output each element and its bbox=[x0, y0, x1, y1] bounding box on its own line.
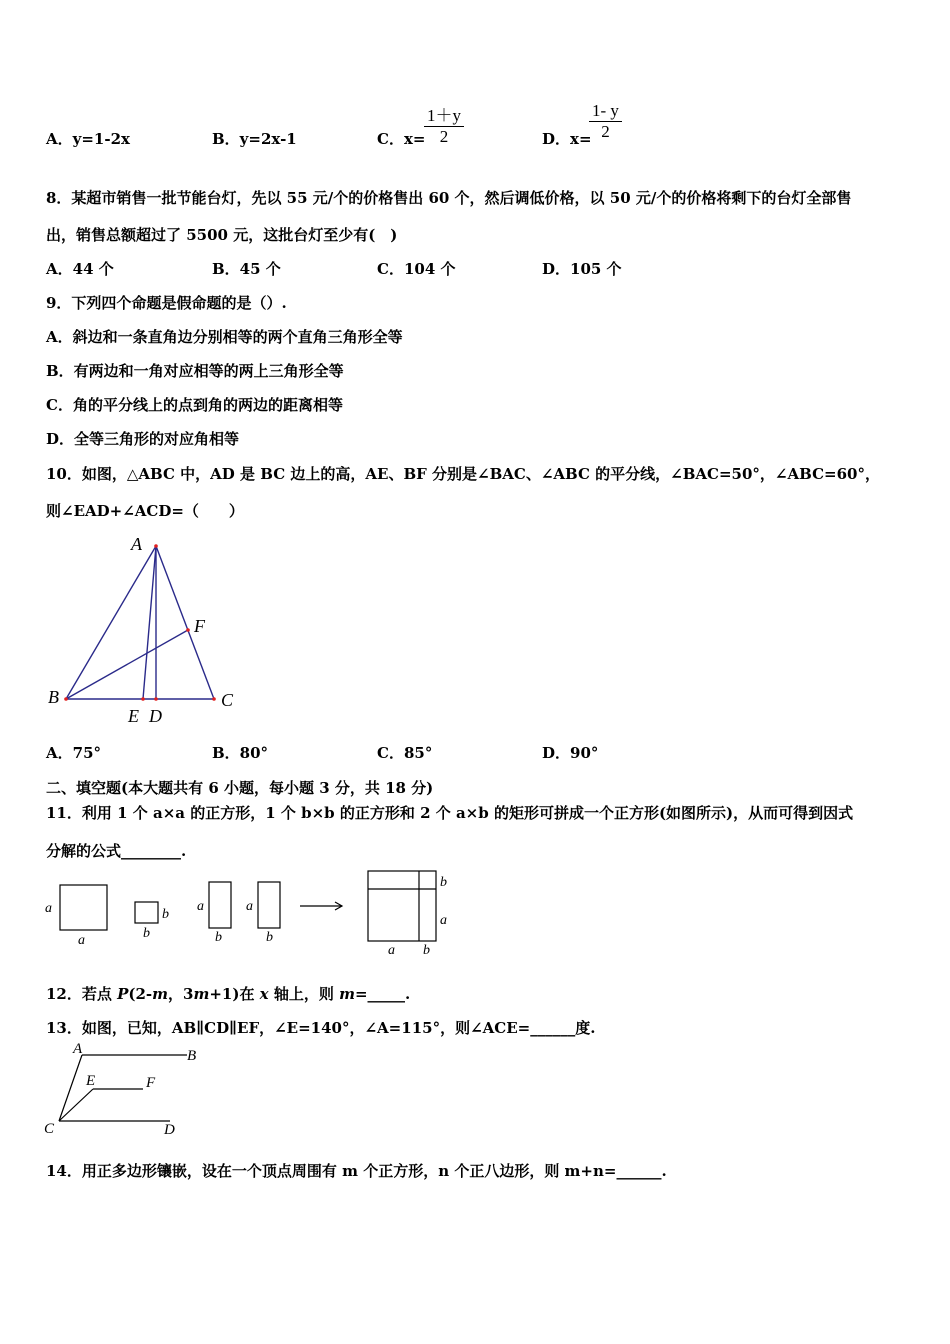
q12-text-1: 12．若点 bbox=[46, 985, 118, 1003]
q13-segment-ac bbox=[59, 1055, 82, 1121]
q11-combined-label-b-right: b bbox=[440, 875, 447, 890]
q12-text-3: ，3 bbox=[168, 985, 194, 1003]
q13-label-f: F bbox=[146, 1075, 156, 1091]
q9-stem: 9．下列四个命题是假命题的是（）. bbox=[46, 294, 287, 312]
q7-option-c-fraction bbox=[424, 101, 464, 147]
q10-point-f bbox=[186, 628, 190, 632]
q9-option-d: D．全等三角形的对应角相等 bbox=[46, 430, 240, 448]
q12-stem bbox=[46, 983, 410, 1004]
q10-label-b: B bbox=[48, 687, 59, 707]
q9-option-a: A．斜边和一条直角边分别相等的两个直角三角形全等 bbox=[46, 328, 403, 346]
q10-point-b bbox=[64, 697, 68, 701]
q10-label-e: E bbox=[128, 706, 139, 726]
q11-combined-label-b-bottom: b bbox=[423, 943, 430, 958]
q13-label-c: C bbox=[44, 1121, 55, 1137]
q8-option-d: D．105 个 bbox=[542, 260, 622, 278]
q13-label-d: D bbox=[164, 1122, 175, 1138]
q11-label-b-right: b bbox=[162, 907, 169, 922]
q11-label-a-left: a bbox=[45, 901, 52, 916]
q11-rect2-label-a: a bbox=[246, 899, 253, 914]
q12-text-5: 轴上，则 bbox=[268, 985, 340, 1003]
q11-small-square bbox=[135, 902, 158, 923]
q10-side-ab bbox=[66, 546, 156, 699]
q8-stem-line1: 8．某超市销售一批节能台灯，先以 55 元/个的价格售出 60 个，然后调低价格，以 50 元/个的价格将剩下的台灯全部售 bbox=[46, 189, 852, 207]
q11-rect1-label-a: a bbox=[197, 899, 204, 914]
q11-squares-figure bbox=[40, 866, 460, 961]
q12-var-m-2: m bbox=[193, 985, 210, 1003]
q10-bisector-bf bbox=[66, 630, 188, 699]
q11-combined-label-a-right: a bbox=[440, 913, 447, 928]
q11-stem-line2: 分解的公式________. bbox=[46, 842, 187, 860]
q11-combined-square bbox=[368, 871, 436, 941]
q12-text-6: =_____. bbox=[354, 985, 411, 1003]
q10-label-c: C bbox=[221, 690, 234, 710]
q12-point-p: P bbox=[117, 985, 129, 1003]
q9-option-c: C．角的平分线上的点到角的两边的距离相等 bbox=[46, 396, 343, 414]
q11-label-a-bottom: a bbox=[78, 933, 85, 948]
q12-var-m-3: m bbox=[339, 985, 355, 1003]
q10-option-b: B．80° bbox=[212, 744, 269, 762]
q7-option-c-denominator: 2 bbox=[439, 127, 449, 146]
q11-label-b-bottom: b bbox=[143, 926, 150, 941]
q10-bisector-ae bbox=[143, 546, 156, 699]
q10-point-e bbox=[141, 697, 145, 701]
q8-option-b: B．45 个 bbox=[212, 260, 281, 278]
q10-option-d: D．90° bbox=[542, 744, 599, 762]
section-2-heading: 二、填空题(本大题共有 6 小题，每小题 3 分，共 18 分) bbox=[46, 779, 434, 797]
q10-side-ac bbox=[156, 546, 214, 699]
q10-point-d bbox=[154, 697, 158, 701]
q11-rect2-label-b: b bbox=[266, 930, 273, 945]
q8-option-c: C．104 个 bbox=[377, 260, 456, 278]
q7-option-a: A．y=1-2x bbox=[46, 130, 130, 148]
q7-option-d-numerator: 1- y bbox=[592, 101, 619, 120]
q10-label-d: D bbox=[149, 706, 162, 726]
q10-stem-line1: 10．如图，△ABC 中，AD 是 BC 边上的高，AE、BF 分别是∠BAC、∠ABC 的平分线，∠BAC=50°，∠ABC=60°， bbox=[46, 465, 880, 483]
q12-text-2: (2- bbox=[128, 985, 153, 1003]
q10-option-c: C．85° bbox=[377, 744, 433, 762]
q14-stem: 14．用正多边形镶嵌，设在一个顶点周围有 m 个正方形，n 个正八边形，则 m+n=______. bbox=[46, 1162, 667, 1180]
q10-stem-line2: 则∠EAD+∠ACD=（ ） bbox=[46, 502, 244, 520]
q11-big-square bbox=[60, 885, 107, 930]
q10-point-c bbox=[212, 697, 216, 701]
q7-option-c: C．x= bbox=[377, 130, 426, 148]
q12-var-x: x bbox=[259, 985, 269, 1003]
q8-stem-line2: 出，销售总额超过了 5500 元，这批台灯至少有( ) bbox=[46, 226, 398, 244]
q12-text-4: +1)在 bbox=[209, 985, 260, 1003]
q11-combined-label-a-bottom: a bbox=[388, 943, 395, 958]
q10-option-a: A．75° bbox=[46, 744, 102, 762]
q11-stem-line1: 11．利用 1 个 a×a 的正方形，1 个 b×b 的正方形和 2 个 a×b 的矩形可拼成一个正方形(如图所示)，从而可得到因式 bbox=[46, 804, 854, 822]
q13-stem: 13．如图，已知，AB∥CD∥EF，∠E=140°，∠A=115°，则∠ACE=______度. bbox=[46, 1019, 596, 1037]
q7-option-c-numerator: 1＋y bbox=[427, 106, 461, 125]
q11-rectangle-1 bbox=[209, 882, 231, 928]
q11-rectangle-2 bbox=[258, 882, 280, 928]
q10-label-a: A bbox=[131, 534, 142, 554]
q10-triangle-figure bbox=[40, 532, 250, 727]
q9-option-b: B．有两边和一角对应相等的两上三角形全等 bbox=[46, 362, 344, 380]
q8-option-a: A．44 个 bbox=[46, 260, 114, 278]
q7-option-b: B．y=2x-1 bbox=[212, 130, 297, 148]
q7-option-d-denominator: 2 bbox=[601, 122, 610, 141]
q10-point-a bbox=[154, 544, 158, 548]
q13-label-e: E bbox=[86, 1073, 96, 1089]
q7-option-d: D．x= bbox=[542, 130, 592, 148]
q13-label-b: B bbox=[187, 1048, 197, 1064]
q12-var-m-1: m bbox=[152, 985, 169, 1003]
q10-label-f: F bbox=[194, 616, 205, 636]
q13-label-a: A bbox=[73, 1042, 83, 1057]
q11-rect1-label-b: b bbox=[215, 930, 222, 945]
q13-parallel-lines-figure bbox=[40, 1042, 210, 1140]
q7-option-d-fraction bbox=[589, 101, 622, 142]
